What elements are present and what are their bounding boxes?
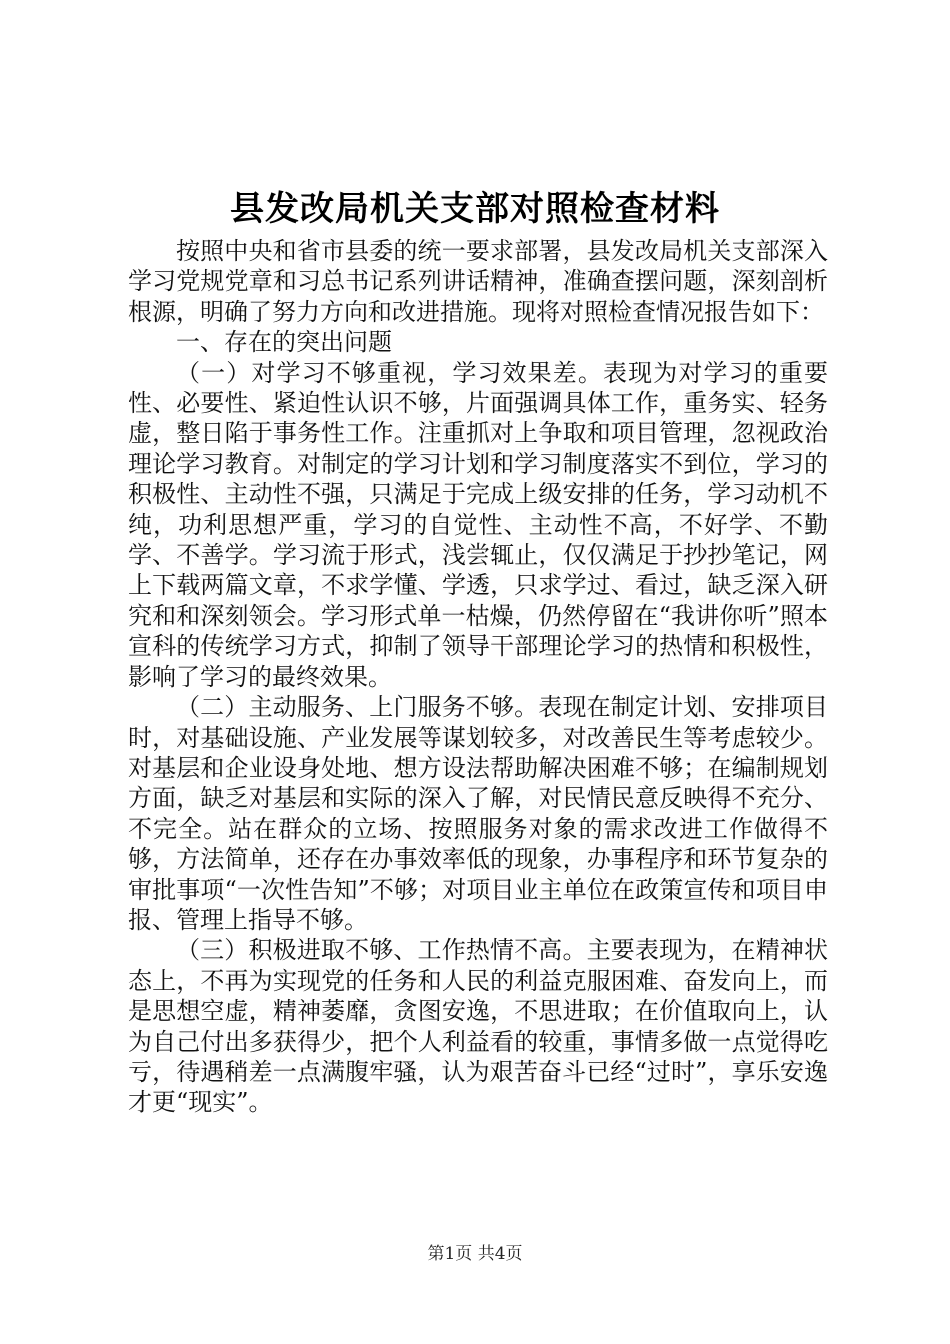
issue-paragraph-3: （三）积极进取不够、工作热情不高。主要表现为，在精神状态上，不再为实现党的任务和人民的利益克服困难、奋发向上，而是思想空虚，精神萎靡，贪图安逸，不思进取；在价值取向上，认为自己付出多获得少，把个人利益看的较重，事情多做一点觉得吃亏，待遇稍差一点满腹牢骚，认为艰苦奋斗已经“过时”，享乐安逸才更“现实”。 <box>128 936 828 1117</box>
page-footer: 第1页 共4页 <box>427 1244 523 1264</box>
intro-paragraph: 按照中央和省市县委的统一要求部署，县发改局机关支部深入学习党规党章和习总书记系列讲话精神，准确查摆问题，深刻剖析根源，明确了努力方向和改进措施。现将对照检查情况报告如下： <box>128 237 828 326</box>
issue-paragraph-1: （一）对学习不够重视，学习效果差。表现为对学习的重要性、必要性、紧迫性认识不够，片面强调具体工作，重务实、轻务虚，整日陷于事务性工作。注重抓对上争取和项目管理，忽视政治理论学习教育。对制定的学习计划和学习制度落实不到位，学习的积极性、主动性不强，只满足于完成上级安排的任务，学习动机不纯，功利思想严重，学习的自觉性、主动性不高，不好学、不勤学、不善学。学习流于形式，浅尝辄止，仅仅满足于抄抄笔记，网上下载两篇文章，不求学懂、学透，只求学过、看过，缺乏深入研究和和深刻领会。学习形式单一枯燥，仍然停留在“我讲你听”照本宣科的传统学习方式，抑制了领导干部理论学习的热情和积极性，影响了学习的最终效果。 <box>128 358 828 691</box>
document-body <box>128 236 828 1118</box>
page-title: 县发改局机关支部对照检查材料 <box>230 189 720 229</box>
section-heading: 一、存在的突出问题 <box>176 328 392 357</box>
issue-paragraph-2: （二）主动服务、上门服务不够。表现在制定计划、安排项目时，对基础设施、产业发展等谋划较多，对改善民生等考虑较少。对基层和企业设身处地、想方设法帮助解决困难不够；在编制规划方面，缺乏对基层和实际的深入了解，对民情民意反映得不充分、不完全。站在群众的立场、按照服务对象的需求改进工作做得不够，方法简单，还存在办事效率低的现象，办事程序和环节复杂的审批事项“一次性告知”不够；对项目业主单位在政策宣传和项目申报、管理上指导不够。 <box>128 693 828 934</box>
